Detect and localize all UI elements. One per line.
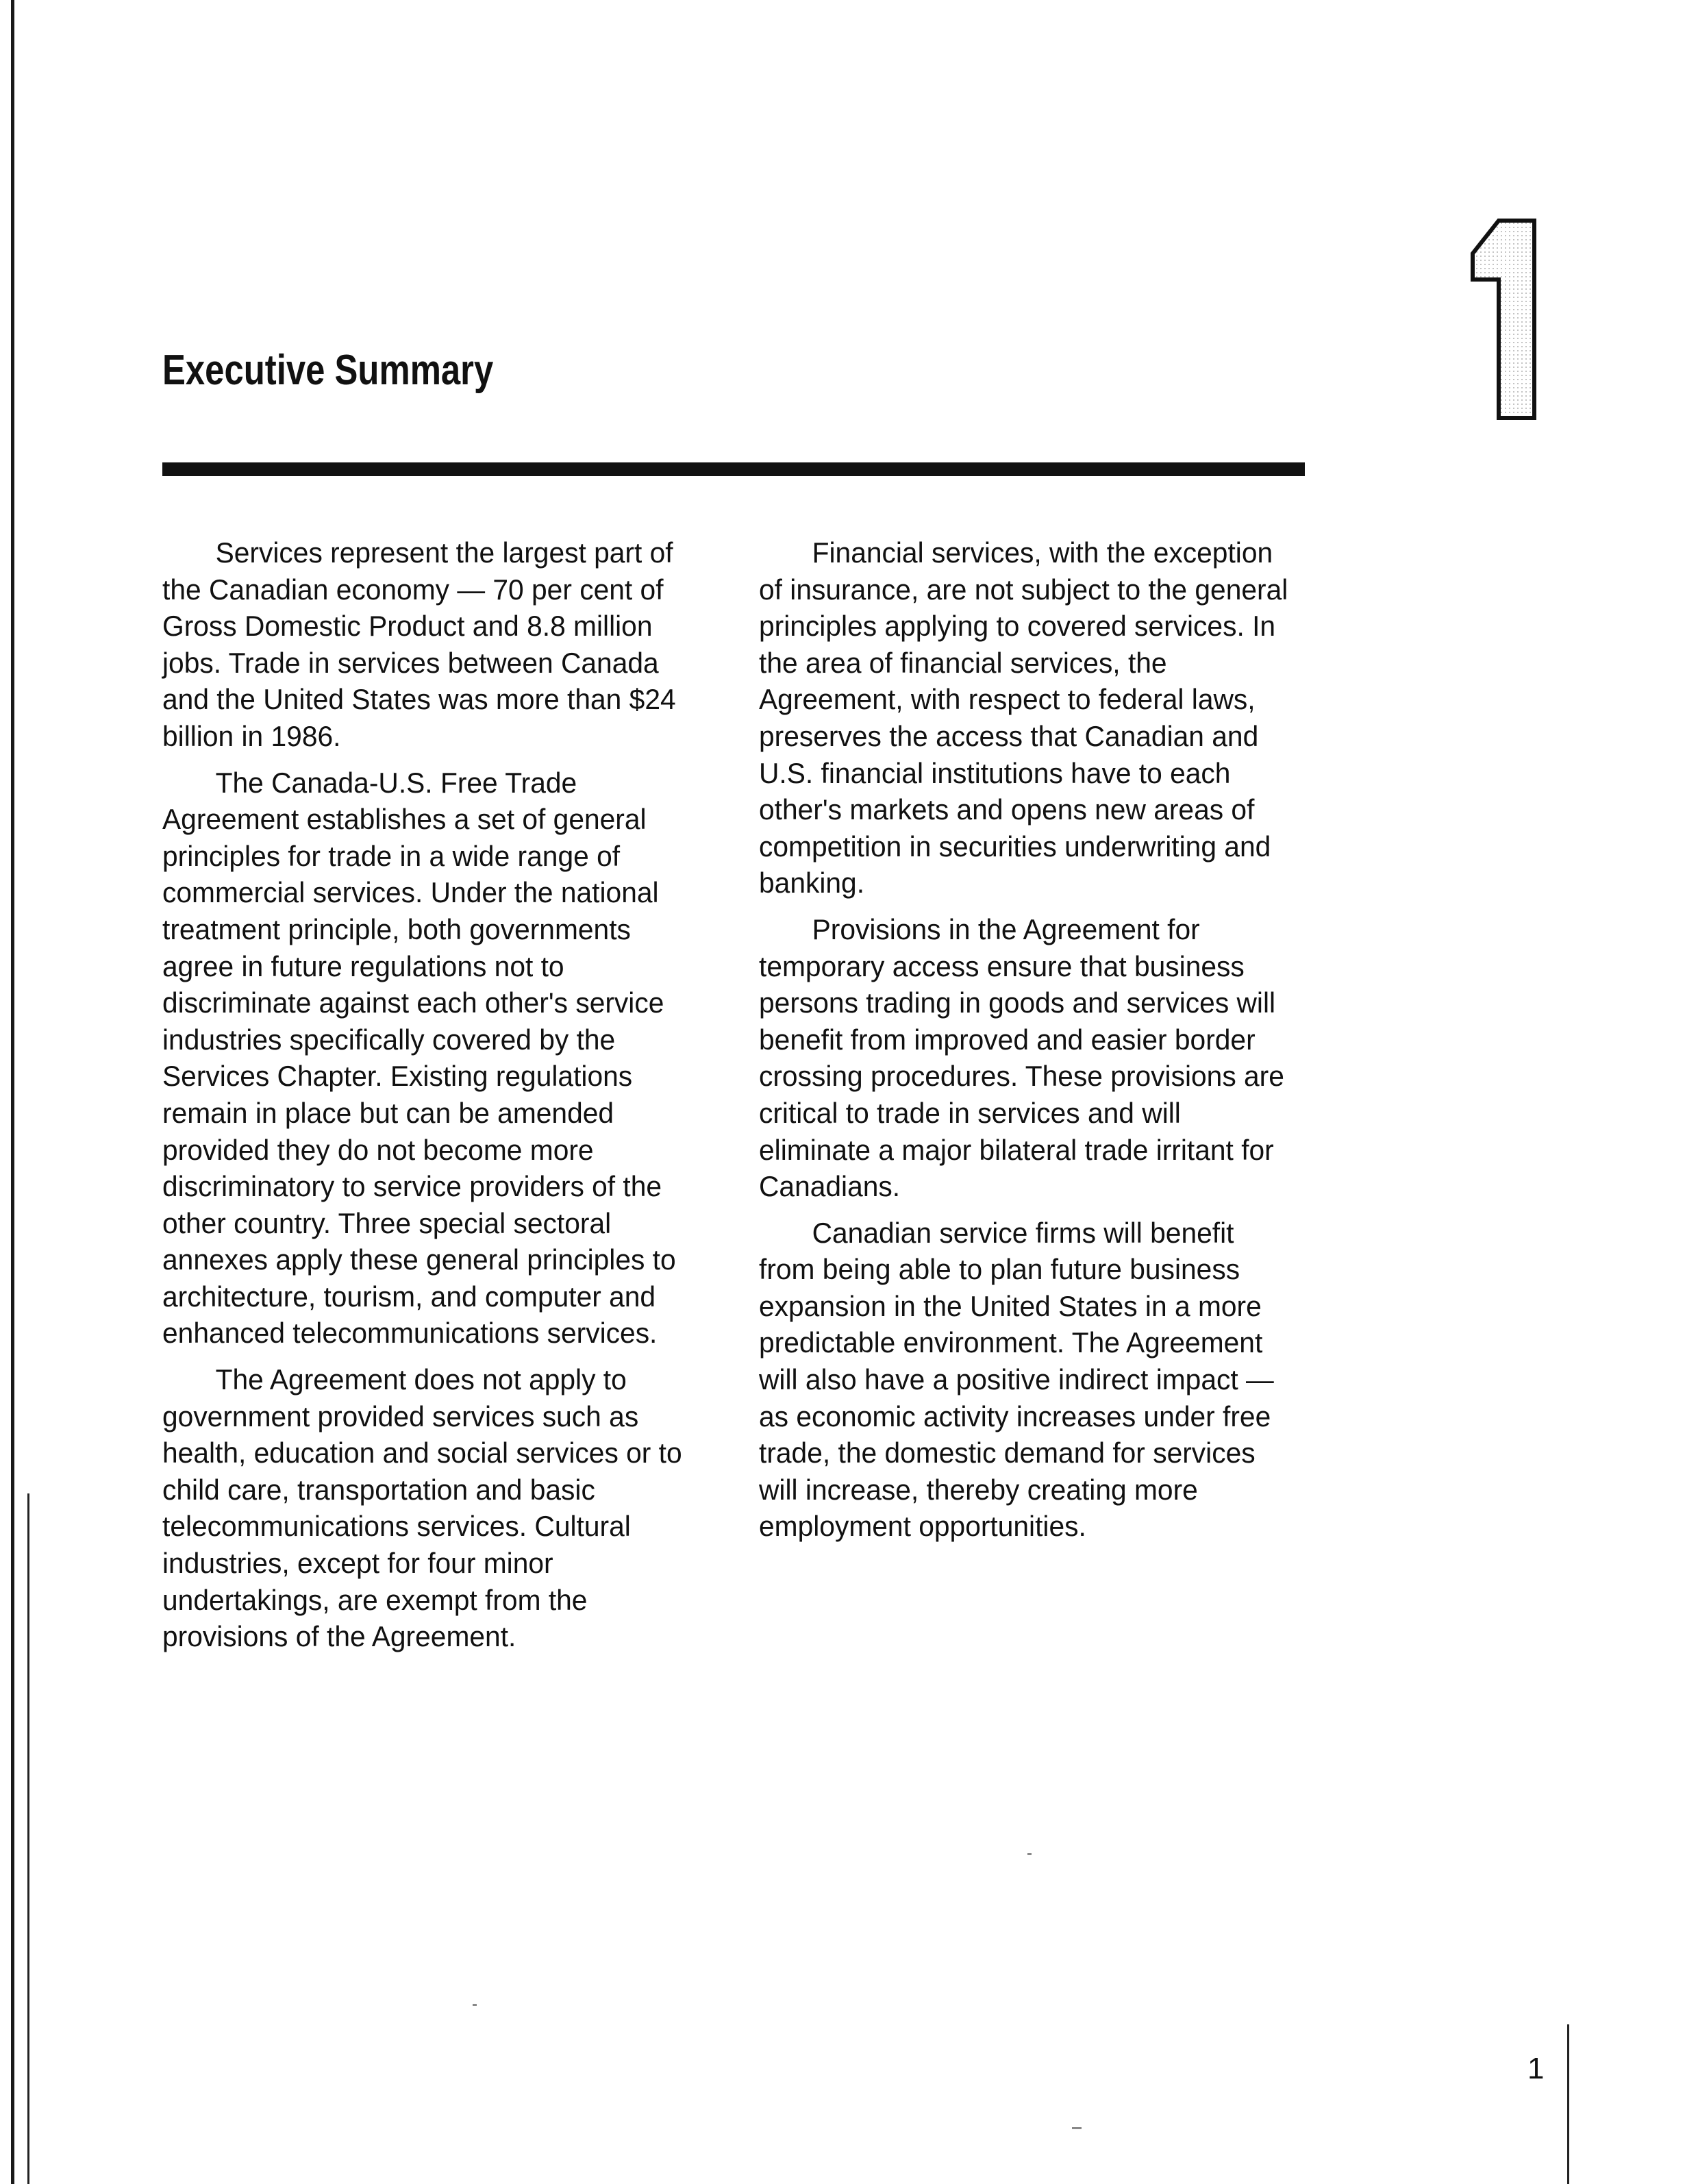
scan-speck [1072,2127,1082,2129]
chapter-number-text: 1 [1503,410,1505,412]
binding-edge-line-lower [27,1493,29,2184]
paragraph: Canadian service firms will benefit from being able to plan future business expansion in the United States in a more predictable environment. The Agreement will also have a positive indirect impact — as economic activity increases under free trade, the domestic demand for services will increase, thereby creating more employment opportunities. [759,1216,1274,1543]
paragraph: Provisions in the Agreement for temporary access ensure that business persons trading in goods and services will benefit from improved and easier border crossing procedures. These provisions are critical to trade in services and will eliminate a major bilateral trade irritant for Canadians. [759,913,1284,1203]
page-edge-line [1567,2024,1569,2184]
paragraph: Financial services, with the exception of insurance, are not subject to the general principles applying to covered services. In the area of financial services, the Agreement, with respect to federal laws, preserves the access that Canadian and U.S. financial institutions have to each other's markets and opens new areas of competition in securities underwriting and banking. [759,536,1288,899]
scan-speck [473,2004,477,2006]
binding-edge-line [11,0,14,2184]
page-number: 1 [1527,2052,1545,2085]
page-title: Executive Summary [162,347,494,394]
paragraph: The Canada-U.S. Free Trade Agreement establishes a set of general principles for trade in a wide range of commercial services. Under the national treatment principle, both governments agree in future regulations not to discriminate against each other's service industries specifically covered by the Services Chapter. Existing regulations remain in place but can be amended provided they do not become more discriminatory to service providers of the other country. Three special sectoral annexes apply these general principles to architecture, tourism, and computer and enhanced telecommunications services. [162,766,676,1350]
paragraph: The Agreement does not apply to government provided services such as health, education and social services or to child care, transportation and basic telecommunications services. Cultural industries, except for four minor undertakings, are exempt from the provisions of the Agreement. [162,1363,682,1653]
scan-speck [1027,1853,1032,1855]
chapter-number [1438,206,1548,432]
section-rule [162,462,1305,476]
paragraph: Services represent the largest part of the Canadian economy — 70 per cent of Gross Domestic Product and 8.8 million jobs. Trade in services between Canada and the United States was more than $24 billion in 1986. [162,536,676,752]
right-column [759,534,1307,1554]
left-column [162,534,710,1665]
